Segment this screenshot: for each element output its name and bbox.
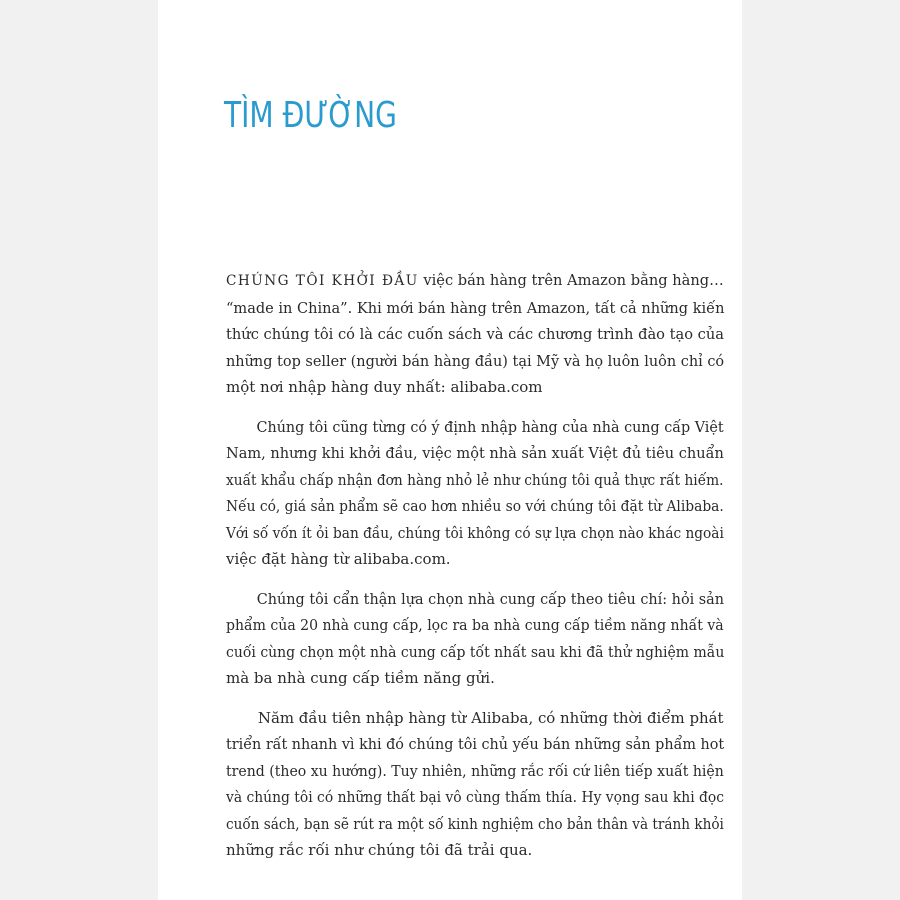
text-line: phẩm của 20 nhà cung cấp, lọc ra ba nhà cung cấp tiềm năng nhất và xyxy=(226,616,724,634)
text-line: việc đặt hàng từ alibaba.com. xyxy=(226,550,451,568)
text-line: Nếu có, giá sản phẩm sẽ cao hơn nhiều so với chúng tôi đặt từ Alibaba. xyxy=(226,497,724,515)
book-page xyxy=(158,0,742,900)
chapter-title: TÌM ĐƯỜNG xyxy=(224,95,397,136)
lead-in-caps: CHÚNG TÔI KHỞI ĐẦU xyxy=(226,273,419,289)
text-line: Nam, nhưng khi khởi đầu, việc một nhà sản xuất Việt đủ tiêu chuẩn xyxy=(226,444,724,462)
text-line: Với số vốn ít ỏi ban đầu, chúng tôi không có sự lựa chọn nào khác ngoài xyxy=(226,523,724,542)
paragraph-2 xyxy=(226,414,724,573)
text-line: và chúng tôi có những thất bại vô cùng thấm thía. Hy vọng sau khi đọc xyxy=(226,788,725,806)
text-line: trend (theo xu hướng). Tuy nhiên, những rắc rối cứ liên tiếp xuất hiện xyxy=(226,761,724,780)
body-text xyxy=(226,267,724,877)
text-line: những rắc rối như chúng tôi đã trải qua. xyxy=(226,841,533,859)
text-line: mà ba nhà cung cấp tiềm năng gửi. xyxy=(226,669,495,687)
text-line: xuất khẩu chấp nhận đơn hàng nhỏ lẻ như chúng tôi quả thực rất hiếm. xyxy=(226,470,724,489)
paragraph-4 xyxy=(226,705,724,864)
text-line: Chúng tôi cẩn thận lựa chọn nhà cung cấp theo tiêu chí: hỏi sản xyxy=(256,589,725,608)
paragraph-3 xyxy=(226,586,724,692)
text-line-segment: việc bán hàng trên Amazon bằng hàng… xyxy=(418,271,724,289)
text-line: cuốn sách, bạn sẽ rút ra một số kinh nghiệm cho bản thân và tránh khỏi xyxy=(226,814,724,833)
text-line: một nơi nhập hàng duy nhất: alibaba.com xyxy=(226,378,543,396)
text-line: cuối cùng chọn một nhà cung cấp tốt nhất sau khi đã thử nghiệm mẫu xyxy=(226,642,725,661)
text-line: những top seller (người bán hàng đầu) tại Mỹ và họ luôn luôn chỉ có xyxy=(226,351,725,370)
text-line: thức chúng tôi có là các cuốn sách và các chương trình đào tạo của xyxy=(226,325,724,343)
text-line: Năm đầu tiên nhập hàng từ Alibaba, có những thời điểm phát xyxy=(257,708,724,727)
paragraph-1 xyxy=(226,267,724,401)
text-line: triển rất nhanh vì khi đó chúng tôi chủ yếu bán những sản phẩm hot xyxy=(226,735,725,753)
text-line: “made in China”. Khi mới bán hàng trên Amazon, tất cả những kiến xyxy=(226,298,725,317)
text-line xyxy=(226,267,724,295)
text-line: Chúng tôi cũng từng có ý định nhập hàng của nhà cung cấp Việt xyxy=(256,417,724,436)
